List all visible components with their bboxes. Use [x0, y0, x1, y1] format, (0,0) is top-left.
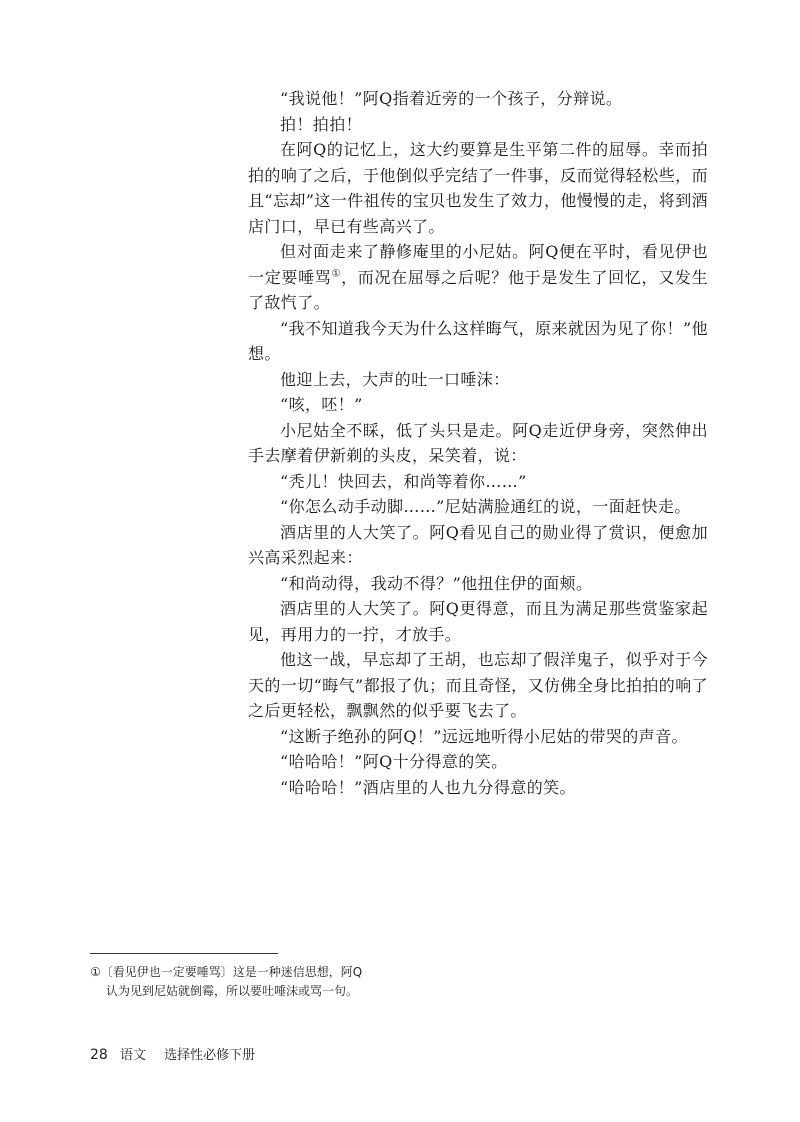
footnote-divider: [90, 953, 278, 954]
paragraph: 他迎上去，大声的吐一口唾沫：: [280, 369, 510, 389]
footnote-reference[interactable]: ①: [331, 268, 342, 280]
paragraph: “我不知道我今天为什么这样晦气，原来就因为见了你！”他想。: [248, 318, 708, 363]
paragraph: “哈哈哈！”阿Q十分得意的笑。: [280, 752, 508, 771]
book-title: 选择性必修下册: [164, 1048, 256, 1063]
subject-label: 语文: [119, 1048, 146, 1063]
page-number: 28: [90, 1047, 108, 1063]
paragraph: [248, 239, 708, 316]
paragraph: “秃儿！快回去，和尚等着你……”: [280, 471, 527, 491]
paragraph: “我说他！”阿Q指着近旁的一个孩子，分辩说。: [280, 89, 623, 108]
footnote-line: 〔看见伊也一定要唾骂〕这是一种迷信思想，阿Q: [100, 965, 363, 979]
main-text: [248, 86, 708, 800]
paragraph: “哈哈哈！”酒店里的人也九分得意的笑。: [280, 777, 576, 797]
paragraph: “和尚动得，我动不得？”他扭住伊的面颊。: [280, 573, 593, 593]
paragraph: 他这一战，早忘却了王胡，也忘却了假洋鬼子，似乎对于今天的一切“晦气”都报了仇；而且奇怪，又仿佛全身比拍拍的响了之后更轻松，飘飘然的似乎要飞去了。: [248, 650, 708, 720]
paragraph: 在阿Q的记忆上，这大约要算是生平第二件的屈辱。幸而拍拍的响了之后，于他倒似乎完结了一件事，反而觉得轻松些，而且“忘却”这一件祖传的宝贝也发生了效力，他慢慢的走，将到酒店门口，早已有些高兴了。: [248, 140, 708, 236]
paragraph: “咳，呸！”: [280, 395, 363, 414]
paragraph: 酒店里的人大笑了。阿Q看见自己的勋业得了赏识，便愈加兴高采烈起来：: [248, 522, 708, 567]
footnote-line: 认为见到尼姑就倒霉，所以要吐唾沫或骂一句。: [106, 984, 359, 998]
paragraph-text: ，而况在屈辱之后呢？他于是发生了回忆，又发生了敌忾了。: [248, 267, 708, 312]
paragraph: “你怎么动手动脚……”尼姑满脸通红的说，一面赶快走。: [280, 497, 691, 516]
paragraph: 拍！拍拍！: [280, 114, 363, 134]
paragraph-text: 但对面走来了静修庵里的小尼姑。阿Q便在平时，看见伊也一定要唾骂: [248, 242, 708, 287]
page-footer: [90, 1044, 255, 1063]
footnote-marker: ①: [90, 965, 101, 979]
footnote: [90, 963, 400, 1001]
paragraph: 小尼姑全不睬，低了头只是走。阿Q走近伊身旁，突然伸出手去摩着伊新剃的头皮，呆笑着，说：: [248, 420, 708, 465]
paragraph: “这断子绝孙的阿Q！”远远地听得小尼姑的带哭的声音。: [280, 726, 688, 746]
paragraph: 酒店里的人大笑了。阿Q更得意，而且为满足那些赏鉴家起见，再用力的一拧，才放手。: [248, 599, 708, 644]
